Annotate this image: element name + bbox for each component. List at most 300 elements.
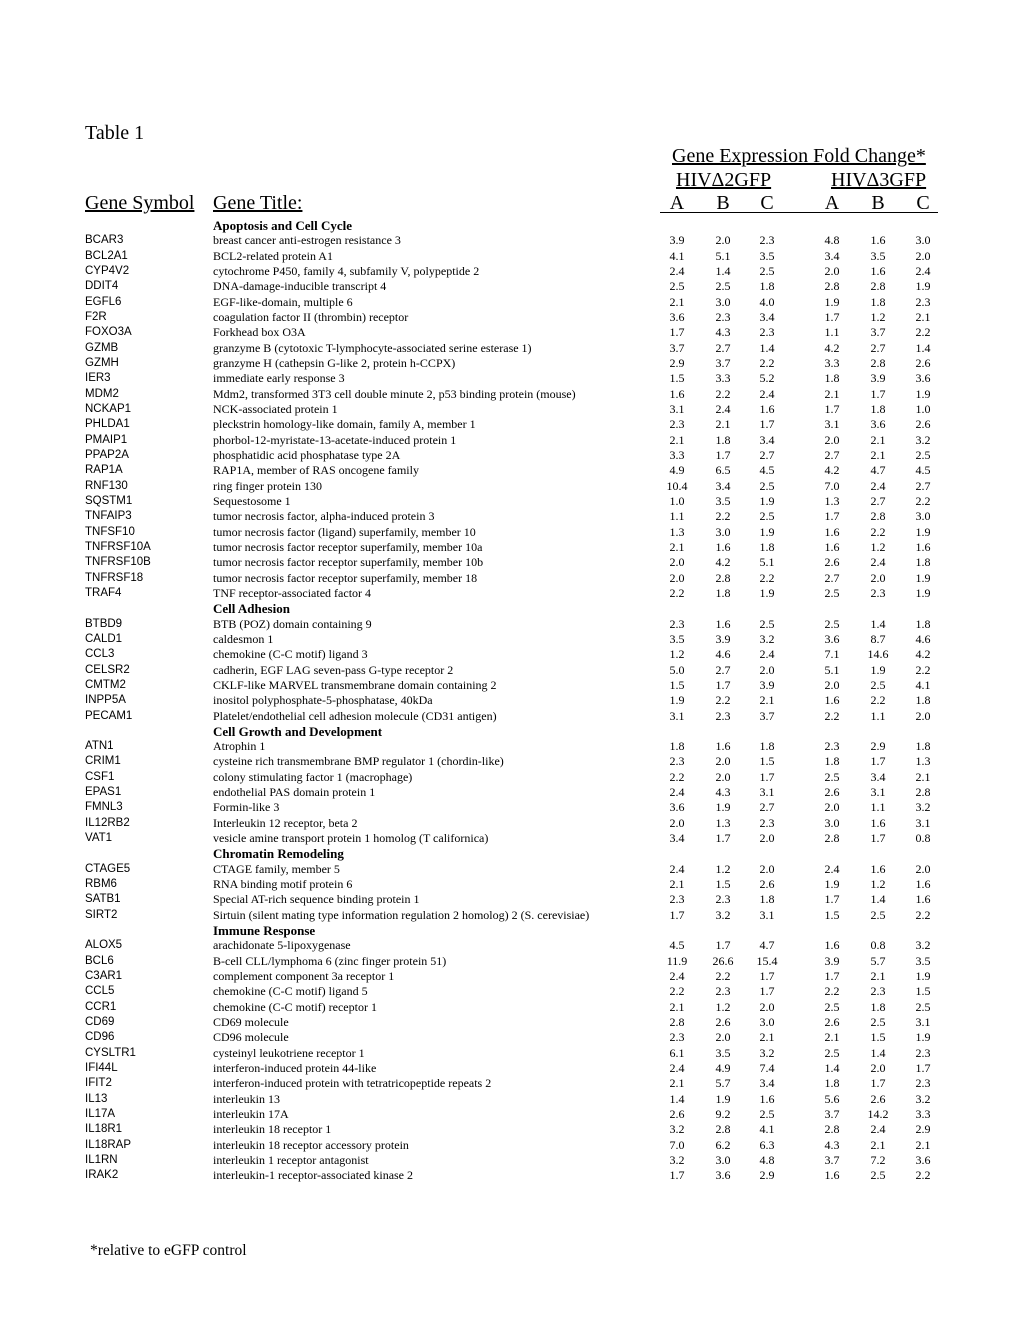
- fold-change-value: 1.2: [715, 999, 731, 1014]
- fold-change-value: 14.6: [867, 647, 889, 662]
- category-heading: Immune Response: [213, 923, 316, 939]
- fold-change-value: 2.5: [759, 616, 775, 631]
- fold-change-title: Gene Expression Fold Change*: [672, 145, 926, 167]
- fold-change-value: 3.4: [870, 769, 886, 784]
- fold-change-value: 4.3: [715, 325, 731, 340]
- table-row: [0, 1168, 1020, 1183]
- fold-change-value: 2.6: [915, 417, 931, 432]
- fold-change-value: 1.6: [715, 739, 731, 754]
- fold-change-value: 2.0: [759, 861, 775, 876]
- fold-change-value: 1.3: [669, 524, 685, 539]
- gene-symbol: TNFAIP3: [85, 510, 132, 523]
- gene-symbol: RBM6: [85, 878, 117, 891]
- fold-change-value: 3.6: [715, 1168, 731, 1183]
- fold-change-value: 3.3: [669, 447, 685, 462]
- table-row: [0, 555, 1020, 570]
- fold-change-value: 2.5: [824, 999, 840, 1014]
- fold-change-value: 3.6: [870, 417, 886, 432]
- gene-symbol: CELSR2: [85, 663, 130, 676]
- gene-symbol: CD96: [85, 1031, 115, 1044]
- fold-change-value: 14.2: [867, 1107, 889, 1122]
- gene-symbol: ATN1: [85, 740, 114, 753]
- table-row: [0, 1092, 1020, 1107]
- table-row: [0, 371, 1020, 386]
- fold-change-value: 1.9: [870, 662, 886, 677]
- fold-change-value: 1.9: [915, 386, 931, 401]
- fold-change-value: 2.1: [669, 999, 685, 1014]
- fold-change-value: 1.1: [870, 708, 886, 723]
- table-row: [0, 938, 1020, 953]
- fold-change-value: 1.8: [759, 279, 775, 294]
- fold-change-value: 2.0: [759, 662, 775, 677]
- table-row: [0, 448, 1020, 463]
- group-header-hiv-delta3gfp: HIVΔ3GFP: [831, 169, 927, 191]
- fold-change-value: 2.4: [759, 647, 775, 662]
- category-heading: Apoptosis and Cell Cycle: [213, 218, 353, 233]
- category-heading: Cell Adhesion: [213, 601, 290, 617]
- fold-change-value: 2.6: [824, 1015, 840, 1030]
- fold-change-value: 4.5: [915, 463, 931, 478]
- gene-symbol: CTAGE5: [85, 862, 131, 875]
- column-header-a: A: [824, 192, 840, 214]
- gene-symbol: RNF130: [85, 479, 128, 492]
- column-header-a: A: [669, 192, 685, 214]
- fold-change-value: 2.8: [824, 1122, 840, 1137]
- fold-change-value: 3.9: [824, 953, 840, 968]
- table-row: [0, 877, 1020, 892]
- gene-title: tumor necrosis factor receptor superfamily, member 10b: [213, 555, 484, 570]
- fold-change-value: 2.1: [824, 386, 840, 401]
- fold-change-value: 2.7: [915, 478, 931, 493]
- table-row: [0, 1061, 1020, 1076]
- fold-change-value: 2.0: [824, 800, 840, 815]
- gene-title: Platelet/endothelial cell adhesion molecule (CD31 antigen): [213, 708, 497, 723]
- gene-title: interleukin 1 receptor antagonist: [213, 1153, 369, 1168]
- gene-title: Mdm2, transformed 3T3 cell double minute 2, p53 binding protein (mouse): [213, 386, 576, 401]
- fold-change-value: 4.7: [870, 463, 886, 478]
- fold-change-value: 4.1: [759, 1122, 775, 1137]
- fold-change-value: 4.8: [824, 233, 840, 248]
- table-row: [0, 1000, 1020, 1015]
- fold-change-value: 1.3: [715, 815, 731, 830]
- fold-change-value: 2.4: [715, 401, 731, 416]
- fold-change-value: 4.5: [759, 463, 775, 478]
- table-row: [0, 341, 1020, 356]
- fold-change-value: 2.9: [915, 1122, 931, 1137]
- fold-change-value: 2.2: [669, 984, 685, 999]
- gene-symbol: CYP4V2: [85, 264, 130, 277]
- fold-change-value: 1.1: [669, 509, 685, 524]
- fold-change-value: 1.2: [669, 647, 685, 662]
- fold-change-value: 1.8: [915, 555, 931, 570]
- fold-change-value: 1.6: [824, 938, 840, 953]
- gene-title: Sirtuin (silent mating type information regulation 2 homolog) 2 (S. cerevisiae): [213, 907, 590, 922]
- gene-symbol: CCR1: [85, 1000, 117, 1013]
- gene-symbol: IL1RN: [85, 1154, 118, 1167]
- gene-title: vesicle amine transport protein 1 homolog (T californica): [213, 831, 489, 846]
- fold-change-value: 1.8: [824, 1076, 840, 1091]
- header-underline: [660, 212, 938, 213]
- fold-change-value: 1.9: [915, 1030, 931, 1045]
- gene-symbol: EGFL6: [85, 295, 122, 308]
- fold-change-value: 4.3: [715, 785, 731, 800]
- gene-symbol: GZMB: [85, 341, 119, 354]
- gene-symbol: CMTM2: [85, 678, 126, 691]
- fold-change-value: 3.1: [915, 815, 931, 830]
- fold-change-value: 2.2: [915, 493, 931, 508]
- gene-table-body: [0, 218, 1020, 1184]
- category-heading: Chromatin Remodeling: [213, 846, 344, 862]
- fold-change-value: 3.2: [915, 432, 931, 447]
- gene-symbol: PPAP2A: [85, 448, 129, 461]
- fold-change-value: 1.8: [669, 739, 685, 754]
- fold-change-value: 2.3: [759, 233, 775, 248]
- fold-change-value: 2.1: [669, 432, 685, 447]
- table-row: [0, 417, 1020, 432]
- table-row: [0, 387, 1020, 402]
- table-row: [0, 494, 1020, 509]
- gene-symbol: MDM2: [85, 387, 119, 400]
- fold-change-value: 3.6: [669, 309, 685, 324]
- group-header-hiv-delta2gfp: HIVΔ2GFP: [676, 169, 772, 191]
- fold-change-value: 2.6: [759, 877, 775, 892]
- fold-change-value: 2.0: [824, 432, 840, 447]
- fold-change-value: 6.2: [715, 1137, 731, 1152]
- gene-title: CTAGE family, member 5: [213, 861, 340, 876]
- fold-change-value: 1.7: [759, 417, 775, 432]
- fold-change-value: 1.7: [669, 1168, 685, 1183]
- fold-change-value: 3.7: [715, 355, 731, 370]
- fold-change-value: 1.7: [824, 892, 840, 907]
- fold-change-value: 1.0: [669, 493, 685, 508]
- table-label: Table 1: [85, 122, 145, 144]
- fold-change-value: 15.4: [756, 953, 778, 968]
- fold-change-value: 2.1: [870, 969, 886, 984]
- fold-change-value: 2.3: [669, 417, 685, 432]
- fold-change-value: 2.7: [715, 340, 731, 355]
- table-row: [0, 249, 1020, 264]
- fold-change-value: 2.9: [870, 739, 886, 754]
- fold-change-value: 1.8: [759, 739, 775, 754]
- table-row: [0, 463, 1020, 478]
- fold-change-value: 6.1: [669, 1045, 685, 1060]
- fold-change-value: 1.6: [669, 386, 685, 401]
- fold-change-value: 2.5: [824, 585, 840, 600]
- fold-change-value: 2.4: [759, 386, 775, 401]
- fold-change-value: 2.0: [915, 861, 931, 876]
- fold-change-value: 1.3: [824, 493, 840, 508]
- fold-change-value: 2.0: [915, 248, 931, 263]
- fold-change-value: 2.8: [870, 509, 886, 524]
- fold-change-value: 2.5: [824, 616, 840, 631]
- table-row: [0, 984, 1020, 999]
- table-row: [0, 754, 1020, 769]
- fold-change-value: 3.6: [915, 1153, 931, 1168]
- fold-change-value: 2.3: [715, 984, 731, 999]
- column-header-gene-symbol: Gene Symbol: [85, 192, 195, 214]
- fold-change-value: 1.8: [870, 999, 886, 1014]
- fold-change-value: 2.8: [870, 355, 886, 370]
- fold-change-value: 1.8: [759, 539, 775, 554]
- fold-change-value: 1.9: [759, 585, 775, 600]
- gene-symbol: CCL3: [85, 648, 115, 661]
- fold-change-value: 3.0: [715, 294, 731, 309]
- gene-title: breast cancer anti-estrogen resistance 3: [213, 233, 401, 248]
- fold-change-value: 2.3: [715, 309, 731, 324]
- fold-change-value: 6.3: [759, 1137, 775, 1152]
- fold-change-value: 2.1: [915, 309, 931, 324]
- fold-change-value: 1.6: [824, 1168, 840, 1183]
- fold-change-value: 2.0: [915, 708, 931, 723]
- table-row: [0, 1107, 1020, 1122]
- fold-change-value: 1.1: [870, 800, 886, 815]
- gene-symbol: TNFRSF10A: [85, 540, 151, 553]
- gene-title: interferon-induced protein 44-like: [213, 1061, 377, 1076]
- fold-change-value: 2.5: [759, 478, 775, 493]
- fold-change-value: 1.6: [870, 861, 886, 876]
- fold-change-value: 1.5: [870, 1030, 886, 1045]
- category-row: [0, 846, 1020, 861]
- fold-change-value: 4.3: [824, 1137, 840, 1152]
- gene-title: coagulation factor II (thrombin) receptor: [213, 309, 409, 324]
- fold-change-value: 2.9: [669, 355, 685, 370]
- fold-change-value: 2.5: [824, 769, 840, 784]
- fold-change-value: 1.8: [915, 616, 931, 631]
- fold-change-value: 5.2: [759, 371, 775, 386]
- fold-change-value: 2.5: [759, 1107, 775, 1122]
- column-header-b: B: [871, 192, 885, 214]
- fold-change-value: 7.4: [759, 1061, 775, 1076]
- fold-change-value: 3.2: [759, 631, 775, 646]
- fold-change-value: 2.8: [824, 831, 840, 846]
- fold-change-value: 1.6: [824, 524, 840, 539]
- fold-change-value: 1.7: [824, 509, 840, 524]
- gene-title: inositol polyphosphate-5-phosphatase, 40kDa: [213, 693, 433, 708]
- fold-change-value: 1.9: [915, 570, 931, 585]
- fold-change-value: 3.2: [915, 1091, 931, 1106]
- fold-change-value: 3.9: [759, 677, 775, 692]
- fold-change-value: 2.1: [669, 1076, 685, 1091]
- fold-change-value: 3.0: [824, 815, 840, 830]
- table-row: [0, 571, 1020, 586]
- fold-change-value: 2.2: [669, 769, 685, 784]
- fold-change-value: 2.3: [759, 815, 775, 830]
- gene-symbol: SQSTM1: [85, 494, 133, 507]
- fold-change-value: 3.3: [824, 355, 840, 370]
- fold-change-value: 1.5: [669, 677, 685, 692]
- fold-change-value: 2.0: [715, 233, 731, 248]
- gene-title: BCL2-related protein A1: [213, 248, 333, 263]
- fold-change-value: 3.7: [669, 340, 685, 355]
- gene-title: cysteinyl leukotriene receptor 1: [213, 1045, 365, 1060]
- fold-change-value: 1.6: [715, 616, 731, 631]
- fold-change-value: 5.0: [669, 662, 685, 677]
- fold-change-value: 1.4: [870, 892, 886, 907]
- fold-change-value: 2.3: [715, 892, 731, 907]
- fold-change-value: 2.5: [870, 907, 886, 922]
- gene-title: chemokine (C-C motif) ligand 5: [213, 984, 368, 999]
- table-row: [0, 678, 1020, 693]
- fold-change-value: 1.9: [915, 585, 931, 600]
- fold-change-value: 3.6: [669, 800, 685, 815]
- fold-change-value: 1.7: [715, 447, 731, 462]
- gene-symbol: BCL2A1: [85, 249, 128, 262]
- table-row: [0, 264, 1020, 279]
- gene-title: CKLF-like MARVEL transmembrane domain containing 2: [213, 677, 497, 692]
- fold-change-value: 2.2: [824, 708, 840, 723]
- table-row: [0, 295, 1020, 310]
- fold-change-value: 2.2: [715, 509, 731, 524]
- table-row: [0, 402, 1020, 417]
- gene-title: interleukin-1 receptor-associated kinase 2: [213, 1168, 414, 1183]
- fold-change-value: 2.8: [715, 570, 731, 585]
- fold-change-value: 1.7: [870, 1076, 886, 1091]
- fold-change-value: 3.2: [715, 907, 731, 922]
- fold-change-value: 2.6: [669, 1107, 685, 1122]
- fold-change-value: 1.9: [759, 493, 775, 508]
- fold-change-value: 2.1: [759, 693, 775, 708]
- fold-change-value: 2.2: [759, 355, 775, 370]
- fold-change-value: 7.0: [669, 1137, 685, 1152]
- fold-change-value: 3.1: [669, 708, 685, 723]
- fold-change-value: 3.3: [715, 371, 731, 386]
- fold-change-value: 2.4: [824, 861, 840, 876]
- table-row: [0, 1076, 1020, 1091]
- fold-change-value: 2.6: [824, 555, 840, 570]
- fold-change-value: 2.0: [669, 555, 685, 570]
- fold-change-value: 2.2: [915, 325, 931, 340]
- fold-change-value: 2.3: [669, 616, 685, 631]
- table-row: [0, 1015, 1020, 1030]
- fold-change-value: 5.1: [715, 248, 731, 263]
- fold-change-value: 1.6: [759, 1091, 775, 1106]
- fold-change-value: 2.3: [715, 708, 731, 723]
- fold-change-value: 3.9: [870, 371, 886, 386]
- gene-title: interleukin 17A: [213, 1107, 289, 1122]
- fold-change-value: 3.0: [915, 509, 931, 524]
- table-row: [0, 1153, 1020, 1168]
- gene-title: tumor necrosis factor receptor superfamily, member 10a: [213, 539, 483, 554]
- gene-symbol: C3AR1: [85, 970, 123, 983]
- fold-change-value: 5.1: [824, 662, 840, 677]
- fold-change-value: 1.9: [915, 969, 931, 984]
- fold-change-value: 2.4: [669, 1061, 685, 1076]
- fold-change-value: 2.7: [870, 340, 886, 355]
- fold-change-value: 1.9: [715, 1091, 731, 1106]
- fold-change-value: 2.4: [669, 263, 685, 278]
- fold-change-value: 3.3: [915, 1107, 931, 1122]
- gene-symbol: BCAR3: [85, 234, 124, 247]
- fold-change-value: 2.6: [870, 1091, 886, 1106]
- fold-change-value: 1.7: [759, 969, 775, 984]
- table-row: [0, 586, 1020, 601]
- fold-change-value: 4.2: [715, 555, 731, 570]
- fold-change-value: 4.0: [759, 294, 775, 309]
- gene-title: interleukin 13: [213, 1091, 280, 1106]
- gene-title: cytochrome P450, family 4, subfamily V, polypeptide 2: [213, 263, 480, 278]
- fold-change-value: 1.6: [870, 263, 886, 278]
- gene-symbol: FOXO3A: [85, 326, 132, 339]
- gene-symbol: CD69: [85, 1016, 115, 1029]
- fold-change-value: 2.0: [715, 1030, 731, 1045]
- fold-change-value: 2.7: [759, 800, 775, 815]
- fold-change-value: 2.2: [915, 662, 931, 677]
- gene-symbol: TNFSF10: [85, 525, 135, 538]
- fold-change-value: 2.7: [824, 570, 840, 585]
- gene-title: colony stimulating factor 1 (macrophage): [213, 769, 413, 784]
- fold-change-value: 2.8: [715, 1122, 731, 1137]
- fold-change-value: 2.5: [759, 263, 775, 278]
- gene-title: cadherin, EGF LAG seven-pass G-type receptor 2: [213, 662, 454, 677]
- gene-symbol: VAT1: [85, 832, 113, 845]
- fold-change-value: 3.2: [669, 1122, 685, 1137]
- gene-symbol: RAP1A: [85, 464, 123, 477]
- fold-change-value: 1.9: [715, 800, 731, 815]
- gene-title: arachidonate 5-lipoxygenase: [213, 938, 351, 953]
- gene-symbol: CALD1: [85, 632, 123, 645]
- fold-change-value: 3.4: [824, 248, 840, 263]
- fold-change-value: 0.8: [915, 831, 931, 846]
- fold-change-value: 3.7: [759, 708, 775, 723]
- fold-change-value: 1.6: [915, 892, 931, 907]
- fold-change-value: 3.5: [759, 248, 775, 263]
- table-row: [0, 709, 1020, 724]
- fold-change-value: 2.0: [870, 570, 886, 585]
- column-header-gene-title: Gene Title:: [213, 192, 303, 214]
- fold-change-value: 2.2: [715, 969, 731, 984]
- gene-symbol: INPP5A: [85, 694, 126, 707]
- fold-change-value: 3.4: [759, 309, 775, 324]
- gene-symbol: CCL5: [85, 985, 115, 998]
- table-row: [0, 310, 1020, 325]
- table-row: [0, 739, 1020, 754]
- fold-change-value: 2.7: [759, 447, 775, 462]
- gene-title: pleckstrin homology-like domain, family A, member 1: [213, 417, 476, 432]
- fold-change-value: 1.9: [915, 524, 931, 539]
- table-row: [0, 892, 1020, 907]
- gene-symbol: TNFRSF10B: [85, 556, 151, 569]
- fold-change-value: 1.4: [759, 340, 775, 355]
- fold-change-value: 2.0: [715, 754, 731, 769]
- gene-symbol: FMNL3: [85, 801, 123, 814]
- fold-change-value: 0.8: [870, 938, 886, 953]
- fold-change-value: 1.2: [870, 877, 886, 892]
- fold-change-value: 3.7: [824, 1153, 840, 1168]
- fold-change-value: 1.8: [759, 892, 775, 907]
- fold-change-value: 3.5: [715, 493, 731, 508]
- gene-symbol: IL18RAP: [85, 1138, 132, 1151]
- gene-symbol: IL12RB2: [85, 816, 130, 829]
- fold-change-value: 1.9: [915, 279, 931, 294]
- fold-change-value: 2.2: [915, 1168, 931, 1183]
- table-row: [0, 325, 1020, 340]
- gene-title: CD96 molecule: [213, 1030, 289, 1045]
- gene-title: caldesmon 1: [213, 631, 274, 646]
- fold-change-value: 2.8: [669, 1015, 685, 1030]
- fold-change-value: 2.9: [759, 1168, 775, 1183]
- fold-change-value: 2.2: [870, 524, 886, 539]
- fold-change-value: 4.2: [824, 463, 840, 478]
- fold-change-value: 1.7: [870, 386, 886, 401]
- gene-title: interferon-induced protein with tetratricopeptide repeats 2: [213, 1076, 492, 1091]
- fold-change-value: 2.0: [669, 815, 685, 830]
- gene-symbol: CYSLTR1: [85, 1046, 136, 1059]
- fold-change-value: 1.5: [715, 877, 731, 892]
- gene-title: B-cell CLL/lymphoma 6 (zinc finger protein 51): [213, 953, 447, 968]
- gene-title: endothelial PAS domain protein 1: [213, 785, 376, 800]
- gene-symbol: IL18R1: [85, 1123, 123, 1136]
- table-row: [0, 816, 1020, 831]
